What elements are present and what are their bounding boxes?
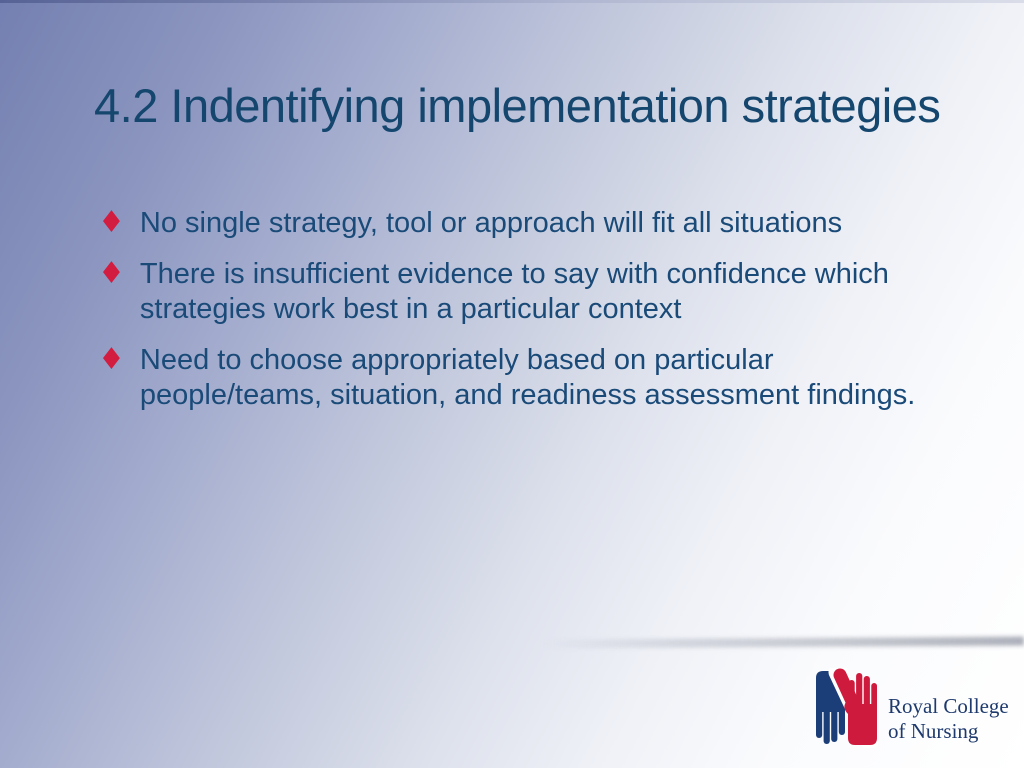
rcn-hands-icon <box>810 668 878 748</box>
rcn-wordmark <box>888 668 1009 744</box>
list-item <box>98 343 938 413</box>
bullet-text: No single strategy, tool or approach will fit all situations <box>139 207 843 239</box>
diamond-bullet-icon: ♦ <box>98 342 125 377</box>
bullet-text: Need to choose appropriately based on particular people/teams, situation, and readiness assessment findings. <box>139 344 916 411</box>
list-item <box>98 257 938 327</box>
bullet-text: There is insufficient evidence to say with confidence which strategies work best in a particular context <box>139 258 889 325</box>
rcn-logo <box>810 668 1009 748</box>
slide-top-edge-line <box>0 0 1024 3</box>
diamond-bullet-icon: ♦ <box>98 256 125 291</box>
list-item <box>98 206 938 241</box>
bullet-list <box>98 206 938 429</box>
rcn-wordmark-line1: Royal College <box>888 694 1009 718</box>
slide-title: 4.2 Indentifying implementation strategies <box>94 79 941 133</box>
diamond-bullet-icon: ♦ <box>98 205 125 240</box>
swoosh-shadow <box>540 637 1024 649</box>
rcn-wordmark-line2: of Nursing <box>888 719 979 743</box>
